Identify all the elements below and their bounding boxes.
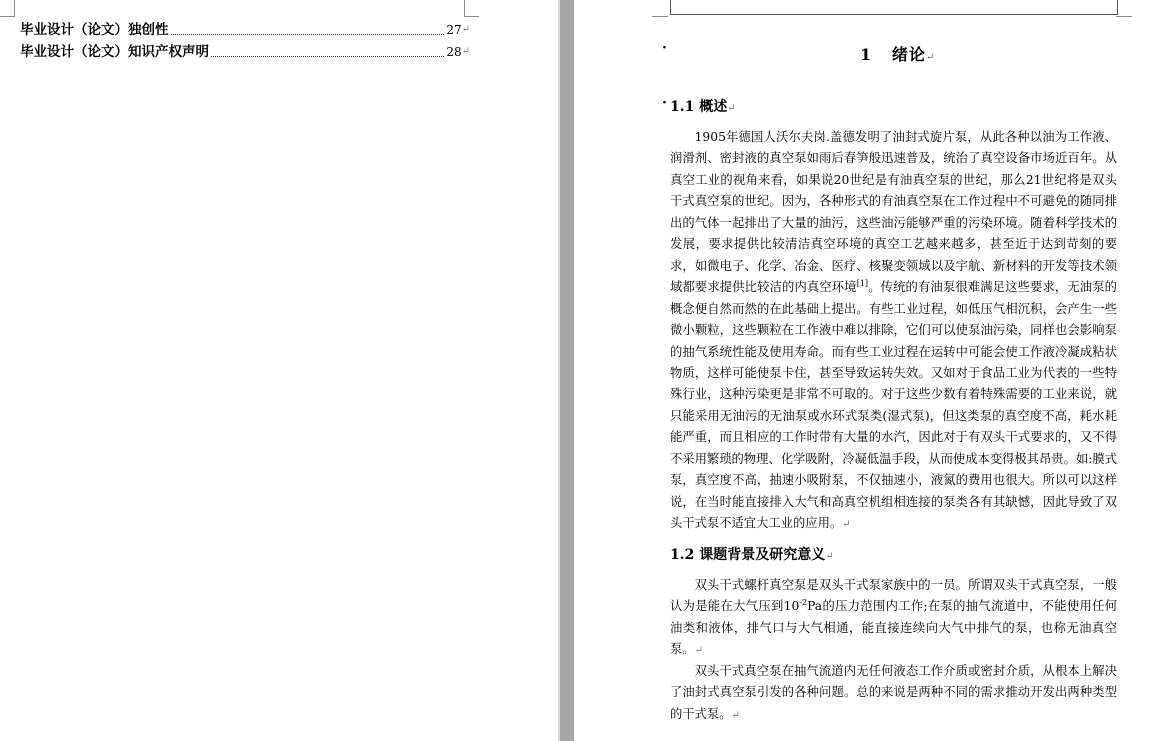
toc-leader-dots (171, 34, 445, 35)
paragraph-mark-icon: ↵ (842, 519, 851, 531)
chapter-title[interactable] (860, 42, 935, 65)
paragraph-text: 双头干式真空泵在抽气流道内无任何液态工作介质或密封介质，从根本上解决了油封式真空泵引发的各种问题。总的来说是两种不同的需求推动开发出两种类型的干式泵。 (670, 664, 1117, 721)
paragraph-mark-icon: ↵ (925, 52, 936, 63)
paragraph-mark-icon: ↵ (461, 24, 470, 35)
bullet-mark-icon: · (662, 40, 667, 56)
exponent: -2 (799, 598, 808, 608)
paragraph-mark-icon: ↵ (461, 46, 470, 57)
crop-mark-top-right (464, 0, 479, 17)
paragraph-mark-icon: ↵ (694, 645, 703, 657)
toc-entry-title: 毕业设计（论文）知识产权声明 (20, 44, 209, 60)
toc-leader-dots (211, 56, 444, 57)
crop-mark-top-right (1116, 0, 1132, 17)
paragraph-mark-icon: ↵ (731, 709, 740, 721)
bullet-mark-icon: · (662, 95, 667, 111)
page-gap (560, 0, 574, 741)
toc-entry-ip-statement[interactable] (20, 42, 470, 60)
section-heading-text: 1.1 概述 (670, 99, 728, 115)
crop-mark-top-left (652, 0, 668, 17)
toc-entry-title: 毕业设计（论文）独创性 (20, 22, 169, 38)
toc-entry-page: 28 (446, 45, 462, 59)
paragraph-text: 。传统的有油泵很难满足这些要求，无油泵的概念便自然而然的在此基础上提出。有些工业过程，如低压气相沉积，会产生一些微小颗粒，这些颗粒在工作液中难以排除，它们可以使泵油污染，同样也会影响泵的抽气系统性能及使用寿命。而有些工业过程在运转中可能会使工作液冷凝成粘状物质，这样可能使泵卡住，甚至导致运转失效。又如对于食品工业为代表的一些特殊行业，这种污染更是非常不可取的。对于这些少数有着特殊需要的工业来说，就只能采用无油污的无油泵或水环式泵类(湿式泵)，但这类泵的真空度不高，耗水耗能严重，而且相应的工作时带有大量的水汽，因此对于有双头干式要求的，又不得不采用繁琐的物理、化学吸附，冷凝低温手段，从而使成本变得极其昂贵。如:膜式泵，真空度不高，抽速小吸附泵，不仅抽速小，液氮的费用也很大。所以可以这样说，在当时能直接排入大气和高真空机组相连接的泵类各有其缺憾，因此导致了双头干式泵不适宜大工业的应用。 (670, 280, 1117, 531)
section-heading-1-1[interactable] (670, 96, 736, 116)
paragraph-text: 1905年德国人沃尔夫岗.盖德发明了油封式旋片泵，从此各种以油为工作液、润滑剂、密封液的真空泵如雨后春笋般迅速普及，统治了真空设备市场近百年。从真空工业的视角来看，如果说20世纪是有油真空泵的世纪，那么21世纪将是双头干式真空泵的世纪。因为，各种形式的有油真空泵在工作过程中不可避免的随同排出的气体一起排出了大量的油污，这些油污能够严重的污染环境。随着科学技术的发展，要求提供比较清洁真空环境的真空工艺越来越多，甚至近于达到苛刻的要求，如微电子、化学、冶金、医疗、核聚变领域以及宇航、新材料的开发等技术领域都要求提供比较洁的内真空环境 (670, 130, 1117, 295)
section-heading-text: 1.2 课题背景及研究意义 (670, 547, 826, 563)
toc-entry-originality[interactable] (20, 20, 470, 38)
paragraph-mark-icon: ↵ (727, 103, 736, 114)
left-page (0, 0, 560, 741)
body-paragraph-overview[interactable] (670, 127, 1117, 536)
paragraph-mark-icon: ↵ (825, 551, 834, 562)
citation-ref[interactable]: [1] (856, 279, 869, 289)
toc-entry-page: 27 (446, 23, 462, 37)
chapter-title-text: 绪论 (891, 45, 926, 64)
page-gap-edge (558, 0, 560, 741)
paragraph-text: Pa的压力范围内工作;在泵的抽气流道中，不能使用任何油类和液体，排气口与大气相通，能直接连续向大气中排气的泵，也称无油真空泵。 (670, 599, 1117, 657)
paragraph-text: 双头干式螺杆真空泵是双头干式泵家族中的一员。所谓双头干式真空泵，一般认为是能在大气压到10 (670, 578, 1117, 614)
body-paragraph-background[interactable] (670, 575, 1117, 662)
body-paragraph-dry-pump[interactable] (670, 661, 1117, 726)
crop-mark-top-left (0, 0, 15, 17)
header-rule (670, 0, 1118, 15)
section-heading-1-2[interactable] (670, 544, 834, 564)
chapter-number: 1 (860, 45, 873, 64)
